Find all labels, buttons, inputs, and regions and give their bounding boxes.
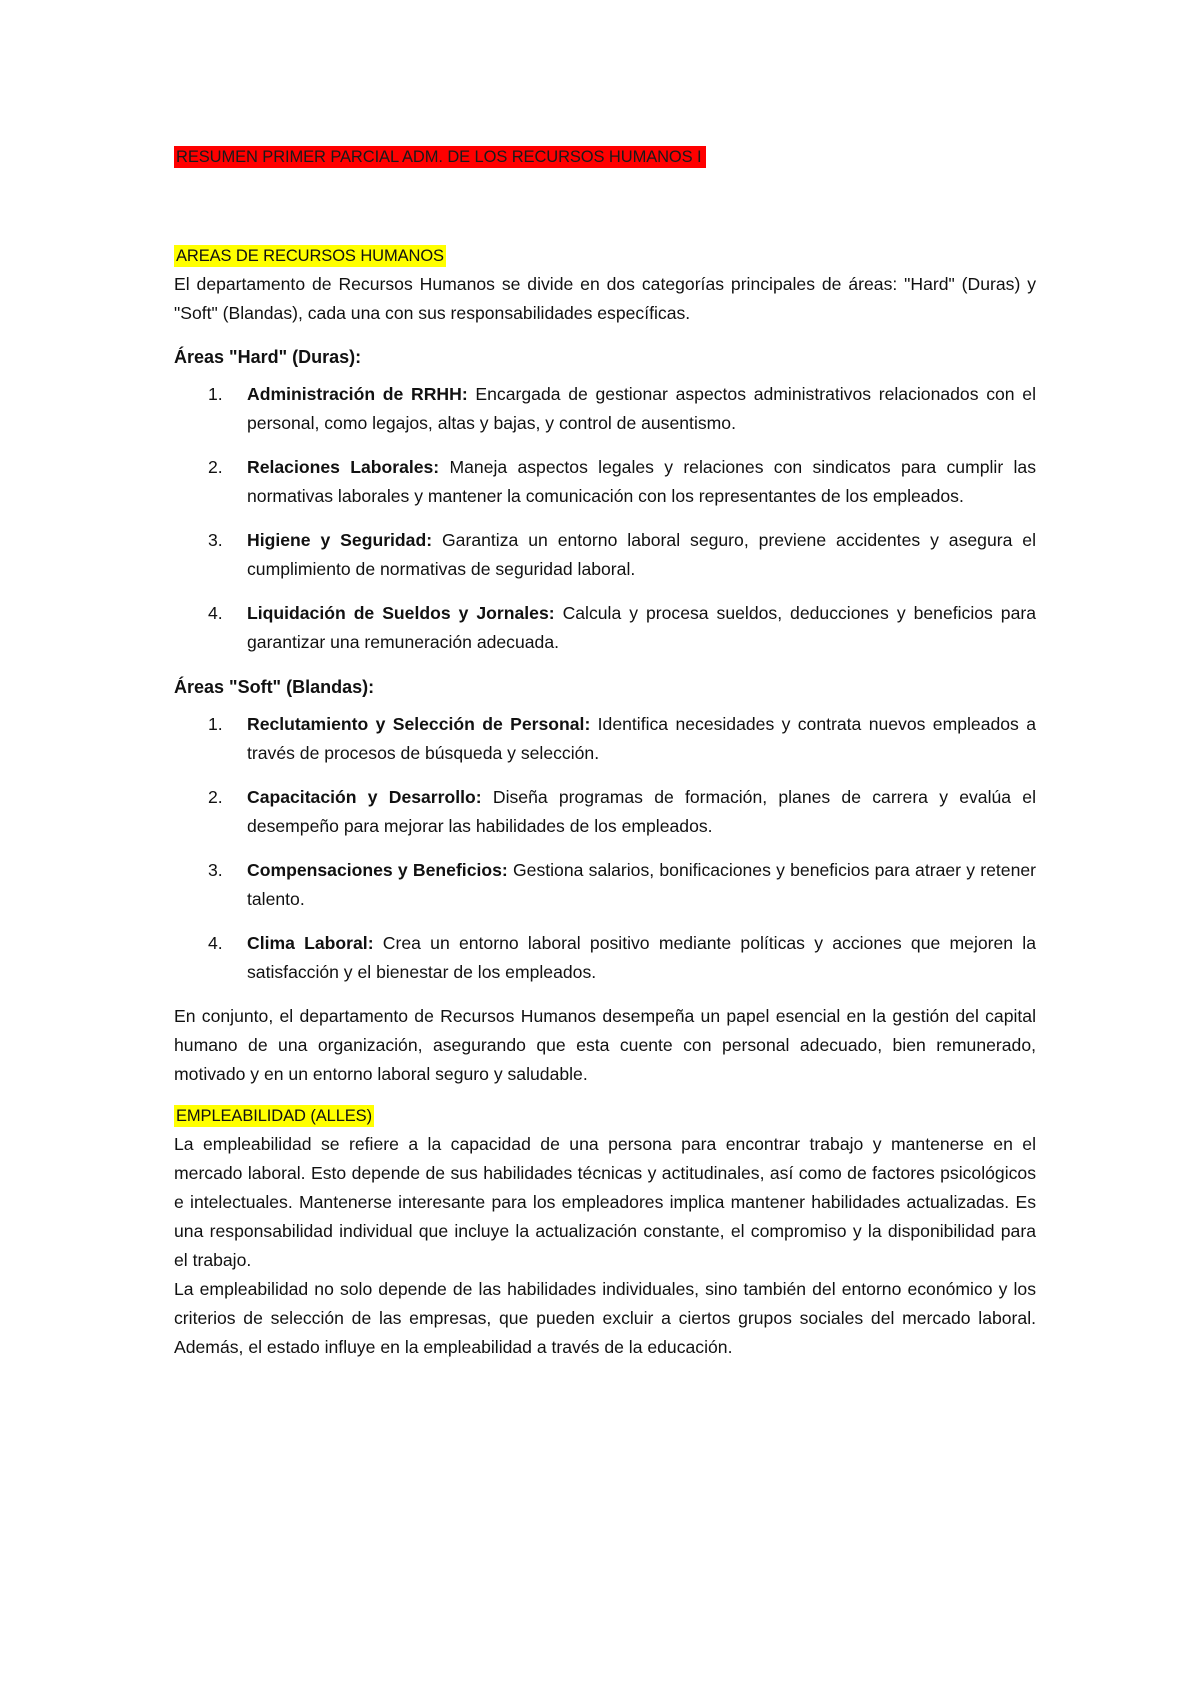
list-text: Maneja aspectos legales y relaciones con sindicatos para cumplir las normativas laborales y mantener la comunicación con los representantes de los empleados.	[247, 457, 1036, 506]
list-term: Compensaciones y Beneficios:	[247, 860, 508, 880]
section-areas-heading-wrap	[174, 241, 1036, 270]
list-number: 3.	[208, 860, 223, 880]
document-title: RESUMEN PRIMER PARCIAL ADM. DE LOS RECURSOS HUMANOS I	[174, 146, 706, 168]
title-wrap	[174, 142, 1036, 171]
list-text: Garantiza un entorno laboral seguro, previene accidentes y asegura el cumplimiento de normativas de seguridad laboral.	[247, 530, 1036, 579]
section-heading-areas: AREAS DE RECURSOS HUMANOS	[176, 247, 444, 265]
list-number: 4.	[208, 933, 223, 953]
list-item	[174, 453, 1036, 511]
list-term: Reclutamiento y Selección de Personal:	[247, 714, 591, 734]
list-text: Calcula y procesa sueldos, deducciones y beneficios para garantizar una remuneración adecuada.	[247, 603, 1036, 652]
document-page	[174, 142, 1036, 1362]
soft-areas-list	[174, 710, 1036, 987]
list-term: Relaciones Laborales:	[247, 457, 440, 477]
list-item	[174, 599, 1036, 657]
list-term: Administración de RRHH:	[247, 384, 468, 404]
list-item	[174, 929, 1036, 987]
empleabilidad-paragraph-2: La empleabilidad no solo depende de las habilidades individuales, sino también del entorno económico y los criterios de selección de las empresas, que pueden excluir a ciertos grupos sociales del mercado laboral. Además, el estado influye en la empleabilidad a través de la educación.	[174, 1279, 1036, 1357]
list-number: 4.	[208, 603, 223, 623]
list-term: Clima Laboral:	[247, 933, 374, 953]
hard-areas-list	[174, 380, 1036, 657]
list-term: Higiene y Seguridad:	[247, 530, 433, 550]
list-item	[174, 710, 1036, 768]
list-item	[174, 856, 1036, 914]
section-empleabilidad-heading-wrap	[174, 1101, 1036, 1130]
list-text: Diseña programas de formación, planes de carrera y evalúa el desempeño para mejorar las habilidades de los empleados.	[247, 787, 1036, 836]
list-text: Gestiona salarios, bonificaciones y beneficios para atraer y retener talento.	[247, 860, 1036, 909]
list-item	[174, 783, 1036, 841]
soft-areas-heading: Áreas "Soft" (Blandas):	[174, 677, 375, 697]
list-item	[174, 380, 1036, 438]
areas-closing-paragraph: En conjunto, el departamento de Recursos Humanos desempeña un papel esencial en la gestión del capital humano de una organización, asegurando que esta cuente con personal adecuado, bien remunerado, motivado y en un entorno laboral seguro y saludable.	[174, 1006, 1036, 1084]
list-number: 3.	[208, 530, 223, 550]
areas-intro-paragraph: El departamento de Recursos Humanos se divide en dos categorías principales de áreas: "Hard" (Duras) y "Soft" (Blandas), cada una con sus responsabilidades específicas.	[174, 274, 1036, 323]
list-item	[174, 526, 1036, 584]
list-number: 1.	[208, 714, 223, 734]
list-number: 2.	[208, 457, 223, 477]
list-term: Liquidación de Sueldos y Jornales:	[247, 603, 555, 623]
hard-areas-heading: Áreas "Hard" (Duras):	[174, 347, 362, 367]
list-text: Identifica necesidades y contrata nuevos empleados a través de procesos de búsqueda y selección.	[247, 714, 1036, 763]
list-number: 1.	[208, 384, 223, 404]
list-text: Crea un entorno laboral positivo mediante políticas y acciones que mejoren la satisfacción y el bienestar de los empleados.	[247, 933, 1036, 982]
list-text: Encargada de gestionar aspectos administrativos relacionados con el personal, como legajos, altas y bajas, y control de ausentismo.	[247, 384, 1036, 433]
empleabilidad-paragraph-1: La empleabilidad se refiere a la capacidad de una persona para encontrar trabajo y mantenerse en el mercado laboral. Esto depende de sus habilidades técnicas y actitudinales, así como de factores psicológicos e intelectuales. Mantenerse interesante para los empleadores implica mantener habilidades actualizadas. Es una responsabilidad individual que incluye la actualización constante, el compromiso y la disponibilidad para el trabajo.	[174, 1134, 1036, 1270]
list-number: 2.	[208, 787, 223, 807]
list-term: Capacitación y Desarrollo:	[247, 787, 482, 807]
section-heading-empleabilidad: EMPLEABILIDAD (ALLES)	[176, 1107, 372, 1125]
